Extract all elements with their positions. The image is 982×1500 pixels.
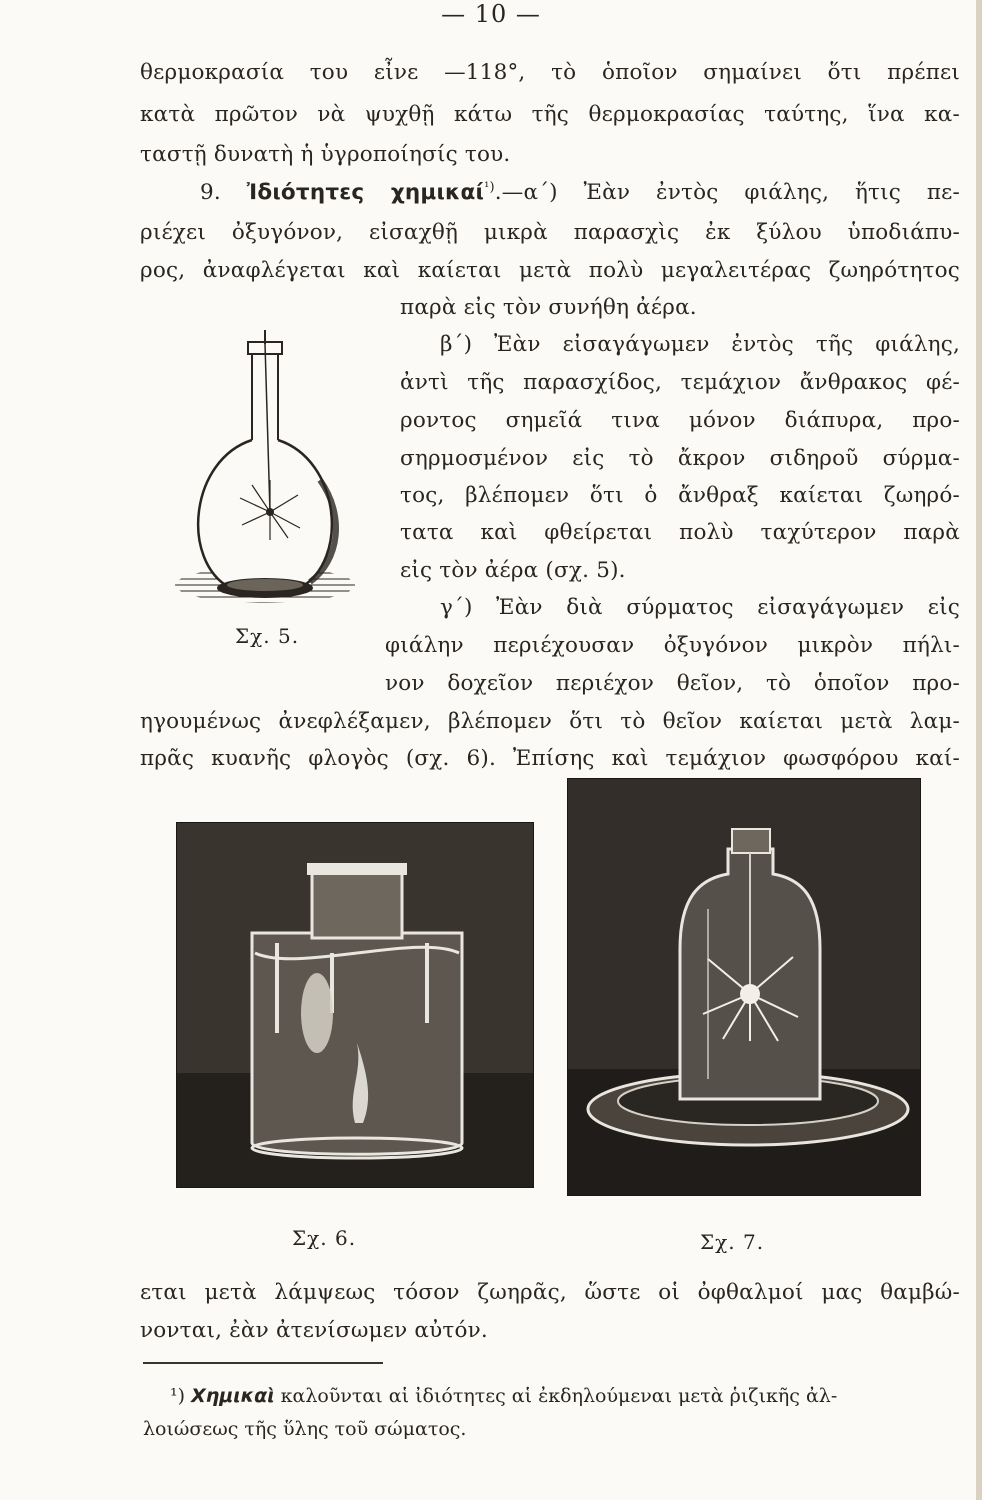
text-line: θερμοκρασία του εἶνε —118°, τὸ ὁποῖον σημαίνει ὅτι πρέπει: [140, 60, 960, 85]
figure-5-caption: Σχ. 5.: [235, 624, 300, 648]
text-line: ἀντὶ τῆς παρασχίδος, τεμάχιον ἄνθρακος φέ-: [400, 370, 960, 395]
text-line: τατα καὶ φθείρεται πολὺ ταχύτερον παρὰ: [400, 520, 960, 545]
footnote-text: καλοῦνται αἱ ἰδιότητες αἱ ἐκδηλούμεναι μετὰ ῥιζικῆς ἀλ-: [274, 1385, 838, 1407]
figure-6-caption: Σχ. 6.: [292, 1226, 357, 1250]
text-line: ταστῇ δυνατὴ ἡ ὑγροποίησίς του.: [140, 142, 511, 167]
footnote-term: Χημικαὶ: [191, 1385, 275, 1407]
figure-7-caption: Σχ. 7.: [700, 1230, 765, 1254]
section-heading-line: [200, 180, 960, 205]
footnote-line: [170, 1385, 960, 1407]
text-line: πρᾶς κυανῆς φλογὸς (σχ. 6). Ἐπίσης καὶ τεμάχιον φωσφόρου καί-: [140, 746, 960, 771]
section-text: .—α΄) Ἐὰν ἐντὸς φιάλης, ἥτις πε-: [494, 180, 960, 206]
section-number: 9.: [200, 180, 221, 206]
text-line: ροντος σημεῖά τινα μόνον διάπυρα, προ-: [400, 408, 960, 433]
section-heading: Ἰδιότητες χημικαί: [246, 180, 485, 206]
footnote-divider: [143, 1362, 383, 1364]
text-line: ριέχει ὀξυγόνον, εἰσαχθῇ μικρὰ παρασχὶς ἐκ ξύλου ὑποδιάπυ-: [140, 220, 960, 245]
figure-7-engraving: [567, 778, 921, 1196]
text-line: β΄) Ἐὰν εἰσαγάγωμεν ἐντὸς τῆς φιάλης,: [440, 332, 960, 357]
figure-5-flask-illustration: [170, 330, 370, 620]
page-number: — 10 —: [441, 0, 541, 28]
text-line: νονται, ἐὰν ἀτενίσωμεν αὐτόν.: [140, 1318, 488, 1343]
footnote-mark: ¹): [170, 1385, 186, 1407]
text-line: ηγουμένως ἀνεφλέξαμεν, βλέπομεν ὅτι τὸ θεῖον καίεται μετὰ λαμ-: [140, 709, 960, 734]
text-line: κατὰ πρῶτον νὰ ψυχθῇ κάτω τῆς θερμοκρασίας ταύτης, ἵνα κα-: [140, 102, 960, 127]
footnote-mark: ¹): [484, 180, 495, 195]
footnote-line: λοιώσεως τῆς ὕλης τοῦ σώματος.: [143, 1418, 467, 1440]
text-line: εται μετὰ λάμψεως τόσον ζωηρᾶς, ὥστε οἱ ὀφθαλμοί μας θαμβώ-: [140, 1280, 960, 1305]
figure-6-jar-illustration: [177, 823, 533, 1187]
figure-6-engraving: [176, 822, 534, 1188]
text-line: γ΄) Ἐὰν διὰ σύρματος εἰσαγάγωμεν εἰς: [440, 595, 960, 620]
text-line: τος, βλέπομεν ὅτι ὁ ἄνθραξ καίεται ζωηρό-: [400, 483, 960, 508]
text-line: φιάλην περιέχουσαν ὀξυγόνον μικρὸν πήλι-: [385, 633, 960, 658]
text-line: εἰς τὸν ἀέρα (σχ. 5).: [400, 558, 626, 583]
text-line: ρος, ἀναφλέγεται καὶ καίεται μετὰ πολὺ μεγαλειτέρας ζωηρότητος: [140, 258, 960, 283]
text-line: παρὰ εἰς τὸν συνήθη ἀέρα.: [400, 295, 697, 320]
text-line: σηρμοσμένον εἰς τὸ ἄκρον σιδηροῦ σύρμα-: [400, 446, 960, 471]
figure-7-bell-jar-illustration: [568, 779, 920, 1195]
text-line: νον δοχεῖον περιέχον θεῖον, τὸ ὁποῖον προ-: [385, 671, 960, 696]
